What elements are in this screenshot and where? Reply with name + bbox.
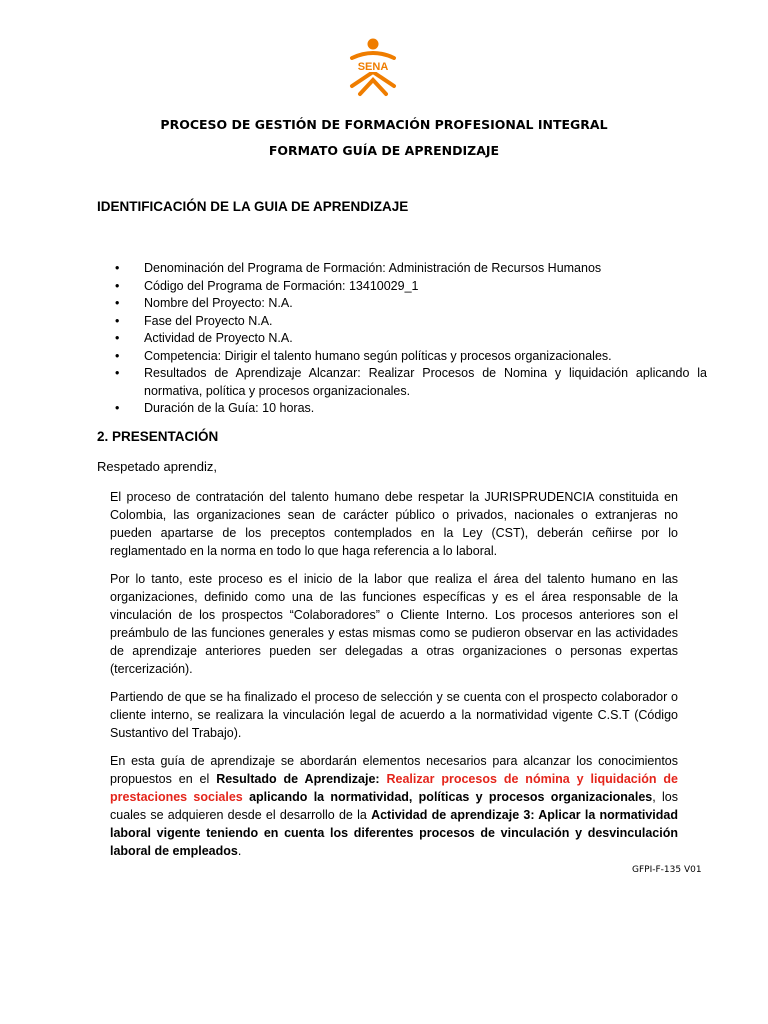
text-run: , los cuales se adquieren desde el desarrollo de la xyxy=(110,790,678,822)
paragraph: El proceso de contratación del talento humano debe respetar la JURISPRUDENCIA constituida en Colombia, las organizaciones sean de carácter público o privados, nacionales o extranjeras no pueden apartarse de los preceptos contemplados en la Ley (CST), deberán ceñirse por lo reglamentado en la norma en todo lo que haga referencia a lo laboral. xyxy=(110,490,678,558)
paragraph: Por lo tanto, este proceso es el inicio de la labor que realiza el área del talento humano en las organizaciones, definido como una de las funciones específicas y es el área responsable de la vinculación de los prospectos “Colaboradores” o Cliente Interno. Los procesos anteriores son el preámbulo de las funciones generales y estas mismas como se pudieron observar en las actividades de aprendizaje anteriores pueden ser delegadas a otras organizaciones o personas expertas (tercerización). xyxy=(110,572,678,676)
bullet-icon: • xyxy=(115,331,120,345)
list-item xyxy=(97,365,707,400)
identification-list xyxy=(97,260,707,418)
list-item xyxy=(97,260,707,278)
greeting: Respetado aprendiz, xyxy=(97,459,217,474)
bullet-icon: • xyxy=(115,348,120,363)
sena-logo-text: SENA xyxy=(357,61,389,73)
list-item-text: Duración de la Guía: 10 horas. xyxy=(144,401,315,415)
bullet-icon: • xyxy=(115,261,120,275)
list-item-text: Competencia: Dirigir el talento humano según políticas y procesos organizacionales. xyxy=(144,348,612,363)
process-title: PROCESO DE GESTIÓN DE FORMACIÓN PROFESIONAL INTEGRAL xyxy=(160,117,608,132)
bullet-icon: • xyxy=(115,401,120,415)
identification-heading: IDENTIFICACIÓN DE LA GUIA DE APRENDIZAJE xyxy=(97,199,409,214)
bold-text: Resultado de Aprendizaje: xyxy=(216,772,380,786)
list-item-text: Fase del Proyecto N.A. xyxy=(144,313,273,328)
list-item-text: Nombre del Proyecto: N.A. xyxy=(144,296,293,310)
bold-text: Actividad de aprendizaje 3: Aplicar la normatividad laboral vigente teniendo en cuenta los diferentes procesos de vinculación y desvinculación laboral de empleados xyxy=(110,808,679,858)
list-item-text: Actividad de Proyecto N.A. xyxy=(144,331,293,345)
list-item xyxy=(97,278,707,296)
text-run: En esta guía de aprendizaje se abordarán elementos necesarios para alcanzar los conocimientos propuestos en el xyxy=(110,754,678,786)
bullet-icon: • xyxy=(115,296,120,310)
list-item xyxy=(97,330,707,348)
bold-text: aplicando la normatividad, políticas y procesos organizacionales xyxy=(249,790,653,804)
list-item xyxy=(97,313,707,331)
list-item xyxy=(97,400,707,418)
bullet-icon: • xyxy=(115,313,120,328)
sena-logo xyxy=(338,36,408,100)
list-item xyxy=(97,348,707,366)
bullet-icon: • xyxy=(115,278,120,293)
list-item-text: Código del Programa de Formación: 13410029_1 xyxy=(144,278,419,293)
document-code: GFPI-F-135 V01 xyxy=(632,865,702,875)
list-item-text: Denominación del Programa de Formación: Administración de Recursos Humanos xyxy=(144,261,602,275)
list-item xyxy=(97,295,707,313)
highlighted-result-text: Realizar procesos de nómina y liquidación de prestaciones sociales xyxy=(110,772,678,804)
bullet-icon: • xyxy=(115,366,120,380)
list-item-text: Resultados de Aprendizaje Alcanzar: Realizar Procesos de Nomina y liquidación aplicando la normativa, política y procesos organizacionales. xyxy=(144,366,707,398)
text-run: . xyxy=(237,844,242,858)
paragraph: Partiendo de que se ha finalizado el proceso de selección y se cuenta con el prospecto colaborador o cliente interno, se realizara la vinculación legal de acuerdo a la normatividad vigente C.S.T (Código Sustantivo del Trabajo). xyxy=(110,690,678,740)
sena-logo-icon xyxy=(338,36,408,100)
paragraph xyxy=(110,752,678,860)
presentation-heading: 2. PRESENTACIÓN xyxy=(97,429,219,444)
format-title: FORMATO GUÍA DE APRENDIZAJE xyxy=(268,143,500,158)
